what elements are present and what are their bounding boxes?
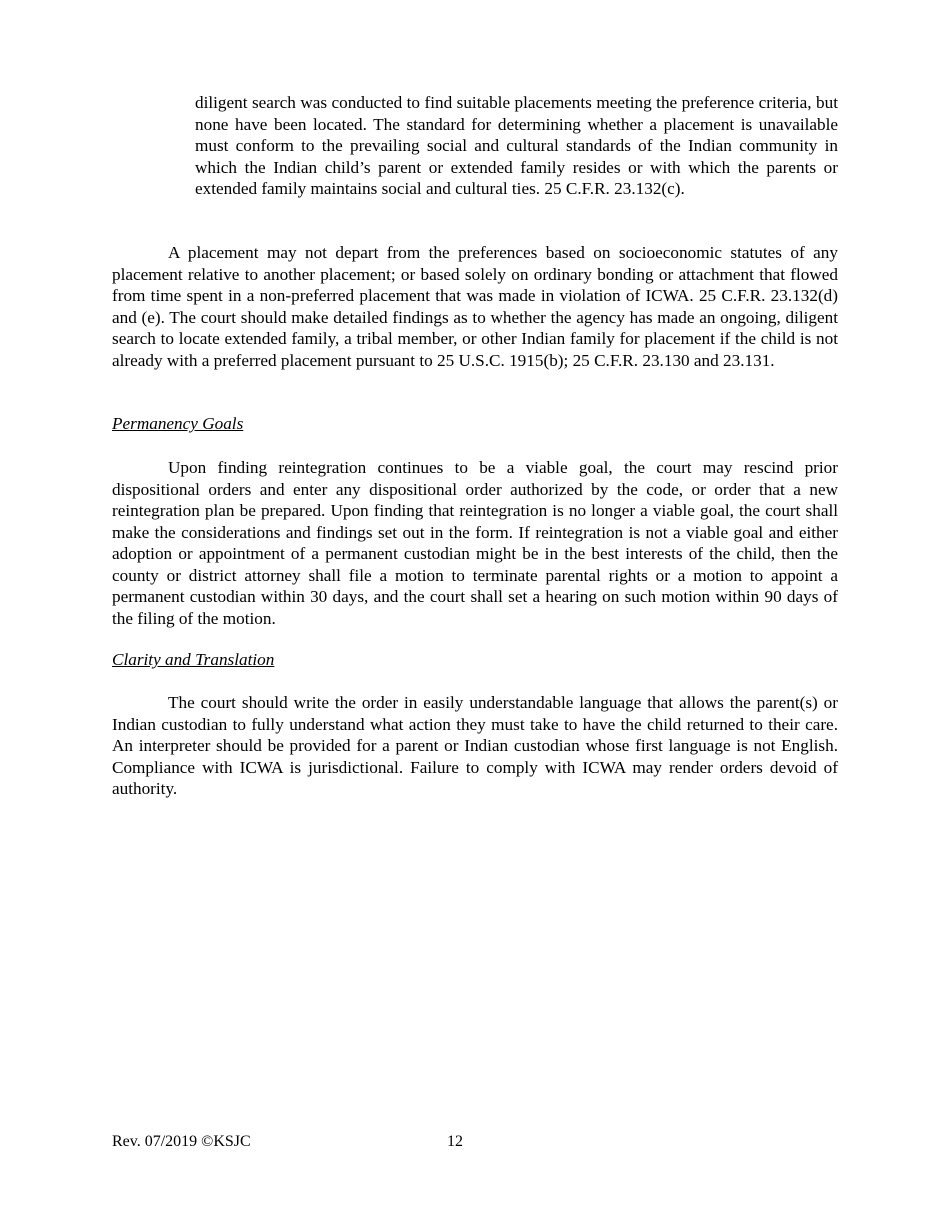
permanency-goals-paragraph: Upon finding reintegration continues to be a viable goal, the court may rescind prior dispositional orders and enter any dispositional order authorized by the code, or order that a new reintegration plan be prepared. Upon finding that reintegration is no longer a viable goal, the court shall make the considerations and findings set out in the form. If reintegration is not a viable goal and either adoption or appointment of a permanent custodian might be in the best interests of the child, then the county or district attorney shall file a motion to terminate parental rights or a motion to appoint a permanent custodian within 30 days, and the court shall set a hearing on such motion within 90 days of the filing of the motion.	[112, 458, 838, 628]
clarity-translation-paragraph: The court should write the order in easily understandable language that allows the parent(s) or Indian custodian to fully understand what action they must take to have the child returned to their care. An interpreter should be provided for a parent or Indian custodian whose first language is not English. Compliance with ICWA is jurisdictional. Failure to comply with ICWA may render orders devoid of authority.	[112, 693, 838, 798]
footer-revision: Rev. 07/2019 ©KSJC	[112, 1133, 251, 1150]
placement-preferences-paragraph: A placement may not depart from the preferences based on socioeconomic statutes of any placement relative to another placement; or based solely on ordinary bonding or attachment that flowed from time spent in a non-preferred placement that was made in violation of ICWA. 25 C.F.R. 23.132(d) and (e). The court should make detailed findings as to whether the agency has made an ongoing, diligent search to locate extended family, a tribal member, or other Indian family for placement if the child is not already with a preferred placement pursuant to 25 U.S.C. 1915(b); 25 C.F.R. 23.130 and 23.131.	[112, 243, 838, 370]
clarity-translation-heading: Clarity and Translation	[112, 650, 275, 669]
page-number: 12	[447, 1133, 463, 1150]
permanency-goals-heading: Permanency Goals	[112, 414, 244, 433]
block-quote-paragraph: diligent search was conducted to find suitable placements meeting the preference criteria, but none have been located. The standard for determining whether a placement is unavailable must conform to the prevailing social and cultural standards of the Indian community in which the Indian child’s parent or extended family resides or with which the parents or extended family maintains social and cultural ties. 25 C.F.R. 23.132(c).	[195, 93, 838, 198]
